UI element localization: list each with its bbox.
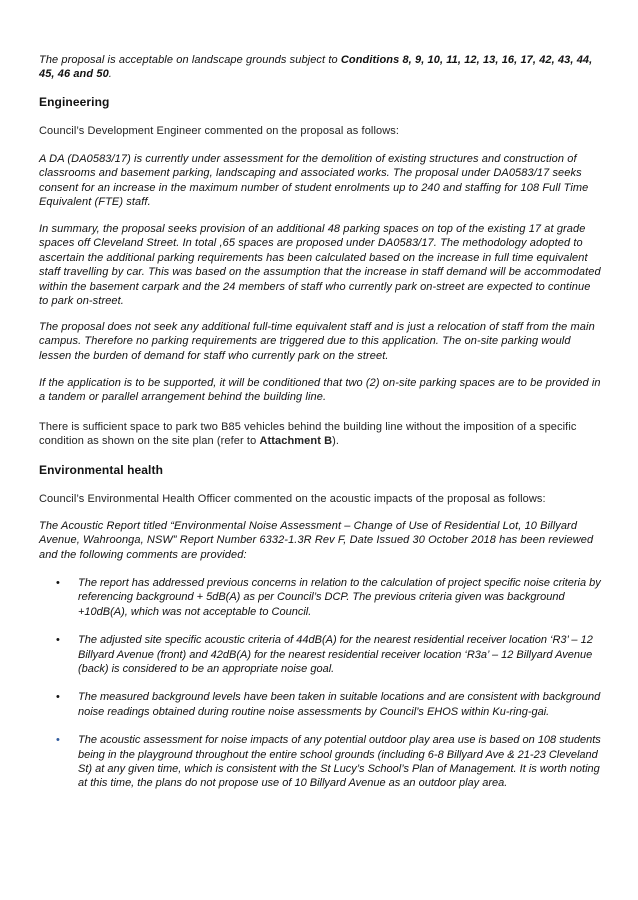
bullet-icon: •: [56, 634, 60, 647]
list-item: [56, 733, 601, 791]
list-item-text: The acoustic assessment for noise impacts of any potential outdoor play area use is based on 108 students being in the playground throughout the entire school grounds (including 6-8 Billyard Ave & 21-23 Cleveland St) at any given time, which is consistent with the St Lucy’s School’s Plan of Management. It is worth noting at this time, the plans do not propose use of 10 Billyard Avenue as an outdoor play area.: [78, 734, 601, 790]
engineering-para-4: If the application is to be supported, it will be conditioned that two (2) on-site parking spaces are to be provided in a tandem or parallel arrangement behind the building line.: [39, 377, 601, 404]
acoustic-comments-list: [56, 576, 601, 791]
engineering-para-1: A DA (DA0583/17) is currently under assessment for the demolition of existing structures and construction of classrooms and basement parking, landscaping and associated works. The proposal under DA0583/17 seeks consent for an increase in the maximum number of student enrolments up to 240 and staffing for 108 Full Time Equivalent (FTE) staff.: [39, 153, 589, 209]
engineering-para-5: [39, 420, 601, 449]
engineering-intro: Council’s Development Engineer commented on the proposal as follows:: [39, 125, 400, 137]
landscape-end: .: [108, 68, 112, 81]
bullet-icon: •: [56, 691, 60, 704]
environmental-intro: Council’s Environmental Health Officer commented on the acoustic impacts of the proposal as follows:: [39, 493, 546, 505]
list-item-text: The adjusted site specific acoustic criteria of 44dB(A) for the nearest residential receiver location ‘R3’ – 12 Billyard Avenue (front) and 42dB(A) for the nearest residential receiver location ‘R3a’ – 12 Billyard Avenue (back) is considered to be an appropriate noise goal.: [78, 634, 593, 676]
list-item: [56, 576, 601, 619]
bullet-icon: •: [56, 577, 60, 589]
list-item-text: The report has addressed previous concerns in relation to the calculation of project specific noise criteria by referencing background + 5dB(A) as per Council’s DCP. The previous criteria given was background +10dB(A), which was not acceptable to Council.: [78, 577, 601, 618]
landscape-conclusion: [39, 53, 601, 82]
attachment-b-reference: Attachment B: [259, 435, 333, 448]
engineering-para-2: In summary, the proposal seeks provision of an additional 48 parking spaces on top of the existing 17 at grade spaces off Cleveland Street. In total ,65 spaces are proposed under DA0583/17. The methodology adopted to ascertain the additional parking requirements has been calculated based on the increase in full time equivalent staff travelling by car. This was based on the assumption that the increase in staff demand will be accommodated within the basement carpark and the 24 members of staff who currently park on-street are expected to continue to park on-street.: [39, 223, 601, 308]
list-item: [56, 690, 601, 719]
engineering-heading: Engineering: [39, 95, 110, 109]
list-item-text: The measured background levels have been taken in suitable locations and are consistent with background noise readings obtained during routine noise assessments by Council’s EHOS within Ku-ring-gai.: [78, 691, 601, 718]
environmental-heading: Environmental health: [39, 463, 164, 477]
landscape-text: The proposal is acceptable on landscape grounds subject to: [39, 54, 341, 66]
engineering-para-5-end: ).: [332, 435, 340, 448]
environmental-para-1: The Acoustic Report titled “Environmental Noise Assessment – Change of Use of Residential Lot, 10 Billyard Avenue, Wahroonga, NSW” Report Number 6332-1.3R Rev F, Date Issued 30 October 2018 has been reviewed and the following comments are provided:: [39, 520, 594, 561]
engineering-para-3: The proposal does not seek any additional full-time equivalent staff and is just a relocation of staff from the main campus. Therefore no parking requirements are triggered due to this application. The on-site parking would lessen the burden of demand for staff who currently park on the street.: [39, 321, 595, 362]
engineering-para-5-text: There is sufficient space to park two B85 vehicles behind the building line without the imposition of a specific condition as shown on the site plan (refer to: [39, 421, 577, 448]
list-item: [56, 633, 601, 676]
landscape-conditions: Conditions 8, 9, 10, 11, 12, 13, 16, 17, 42, 43, 44, 45, 46 and 50: [39, 54, 593, 81]
bullet-icon: •: [56, 734, 60, 747]
